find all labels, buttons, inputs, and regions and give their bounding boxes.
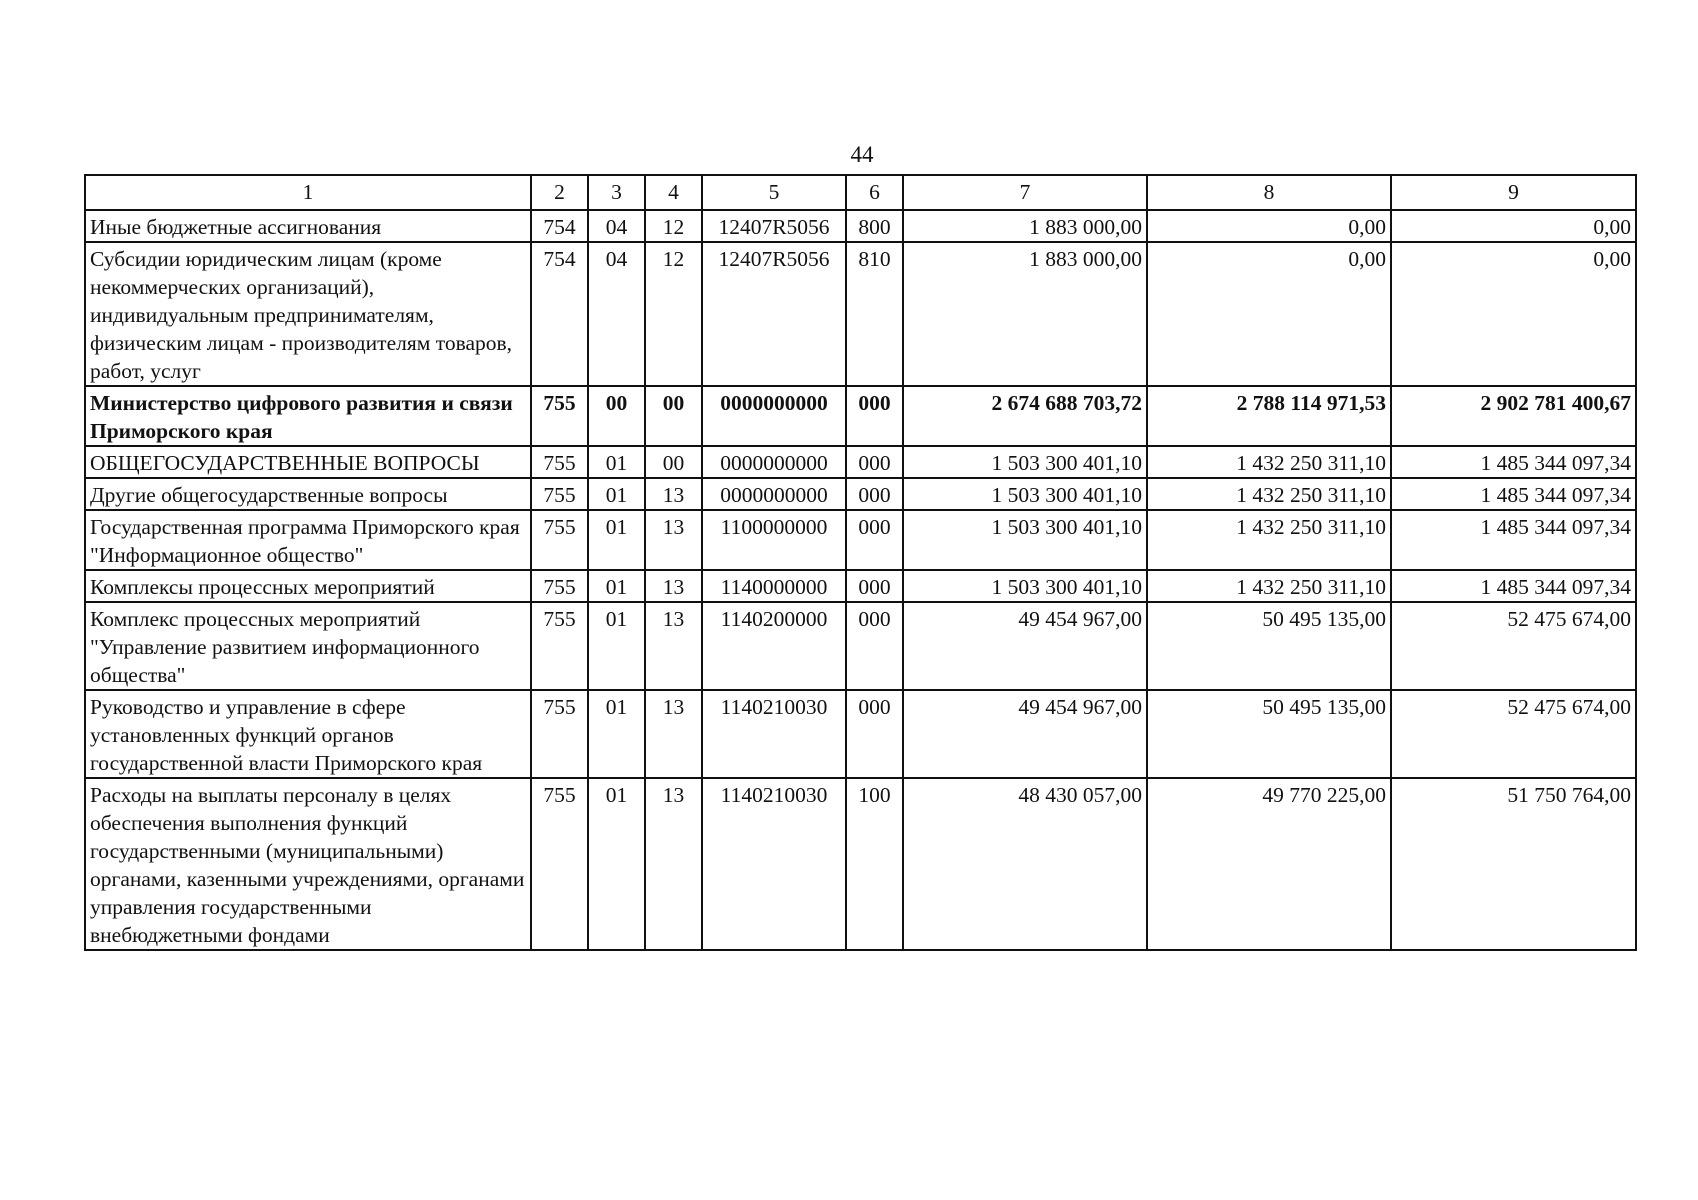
row-code-3: 01 xyxy=(588,446,645,478)
row-code-3: 04 xyxy=(588,210,645,242)
row-code-3: 01 xyxy=(588,778,645,950)
column-header-4: 4 xyxy=(645,175,702,210)
budget-table xyxy=(84,174,1637,951)
row-code-5: 0000000000 xyxy=(702,478,846,510)
row-code-4: 00 xyxy=(645,446,702,478)
row-sum-9: 52 475 674,00 xyxy=(1391,602,1636,690)
row-code-4: 12 xyxy=(645,242,702,386)
row-sum-8: 0,00 xyxy=(1147,210,1391,242)
row-sum-8: 1 432 250 311,10 xyxy=(1147,570,1391,602)
row-code-5: 1140210030 xyxy=(702,690,846,778)
table-row xyxy=(85,778,1636,950)
table-row xyxy=(85,690,1636,778)
header-row xyxy=(85,175,1636,210)
row-code-6: 000 xyxy=(846,478,903,510)
column-header-2: 2 xyxy=(531,175,588,210)
table-row xyxy=(85,570,1636,602)
row-code-5: 0000000000 xyxy=(702,386,846,446)
row-code-2: 755 xyxy=(531,602,588,690)
row-code-4: 12 xyxy=(645,210,702,242)
column-header-5: 5 xyxy=(702,175,846,210)
row-sum-7: 1 883 000,00 xyxy=(903,242,1147,386)
row-code-5: 1140200000 xyxy=(702,602,846,690)
row-code-2: 754 xyxy=(531,242,588,386)
row-code-3: 01 xyxy=(588,602,645,690)
row-sum-9: 1 485 344 097,34 xyxy=(1391,478,1636,510)
column-header-3: 3 xyxy=(588,175,645,210)
row-sum-7: 49 454 967,00 xyxy=(903,602,1147,690)
row-code-6: 100 xyxy=(846,778,903,950)
row-name: Расходы на выплаты персоналу в целях обеспечения выполнения функций государственными (муниципальными) органами, казенными учреждениями, органами управления государственными внебюджетными фондами xyxy=(85,778,531,950)
row-sum-9: 2 902 781 400,67 xyxy=(1391,386,1636,446)
row-sum-7: 1 883 000,00 xyxy=(903,210,1147,242)
row-name: Комплекс процессных мероприятий "Управление развитием информационного общества" xyxy=(85,602,531,690)
row-sum-9: 51 750 764,00 xyxy=(1391,778,1636,950)
row-sum-7: 49 454 967,00 xyxy=(903,690,1147,778)
row-code-6: 800 xyxy=(846,210,903,242)
row-code-6: 000 xyxy=(846,602,903,690)
row-sum-7: 1 503 300 401,10 xyxy=(903,446,1147,478)
row-name: Другие общегосударственные вопросы xyxy=(85,478,531,510)
row-code-6: 000 xyxy=(846,570,903,602)
row-name: Комплексы процессных мероприятий xyxy=(85,570,531,602)
row-code-2: 755 xyxy=(531,446,588,478)
row-sum-8: 50 495 135,00 xyxy=(1147,602,1391,690)
row-name: Государственная программа Приморского края "Информационное общество" xyxy=(85,510,531,570)
row-code-3: 01 xyxy=(588,570,645,602)
row-code-4: 13 xyxy=(645,690,702,778)
table-row xyxy=(85,210,1636,242)
row-sum-8: 2 788 114 971,53 xyxy=(1147,386,1391,446)
row-code-6: 000 xyxy=(846,690,903,778)
row-code-4: 13 xyxy=(645,510,702,570)
column-header-6: 6 xyxy=(846,175,903,210)
row-sum-7: 1 503 300 401,10 xyxy=(903,478,1147,510)
row-sum-8: 0,00 xyxy=(1147,242,1391,386)
row-code-3: 01 xyxy=(588,478,645,510)
row-code-5: 12407R5056 xyxy=(702,210,846,242)
row-code-4: 13 xyxy=(645,570,702,602)
table-row xyxy=(85,510,1636,570)
row-sum-9: 1 485 344 097,34 xyxy=(1391,446,1636,478)
table-row xyxy=(85,242,1636,386)
table-row xyxy=(85,478,1636,510)
row-name: Министерство цифрового развития и связи Приморского края xyxy=(85,386,531,446)
row-code-2: 755 xyxy=(531,778,588,950)
table-row xyxy=(85,446,1636,478)
row-code-2: 755 xyxy=(531,386,588,446)
row-code-4: 00 xyxy=(645,386,702,446)
row-code-4: 13 xyxy=(645,602,702,690)
row-code-5: 1100000000 xyxy=(702,510,846,570)
row-sum-7: 1 503 300 401,10 xyxy=(903,570,1147,602)
table-row xyxy=(85,386,1636,446)
row-code-4: 13 xyxy=(645,778,702,950)
column-header-7: 7 xyxy=(903,175,1147,210)
row-code-5: 12407R5056 xyxy=(702,242,846,386)
column-header-1: 1 xyxy=(85,175,531,210)
column-header-9: 9 xyxy=(1391,175,1636,210)
column-header-8: 8 xyxy=(1147,175,1391,210)
row-sum-8: 49 770 225,00 xyxy=(1147,778,1391,950)
row-code-3: 04 xyxy=(588,242,645,386)
row-code-2: 755 xyxy=(531,478,588,510)
row-code-6: 810 xyxy=(846,242,903,386)
row-code-5: 0000000000 xyxy=(702,446,846,478)
row-code-2: 755 xyxy=(531,570,588,602)
row-code-3: 01 xyxy=(588,690,645,778)
row-code-6: 000 xyxy=(846,446,903,478)
row-sum-7: 1 503 300 401,10 xyxy=(903,510,1147,570)
row-name: Иные бюджетные ассигнования xyxy=(85,210,531,242)
row-code-6: 000 xyxy=(846,510,903,570)
table-row xyxy=(85,602,1636,690)
row-sum-9: 1 485 344 097,34 xyxy=(1391,510,1636,570)
row-code-5: 1140000000 xyxy=(702,570,846,602)
row-sum-9: 1 485 344 097,34 xyxy=(1391,570,1636,602)
row-code-4: 13 xyxy=(645,478,702,510)
row-code-2: 755 xyxy=(531,690,588,778)
row-sum-8: 1 432 250 311,10 xyxy=(1147,446,1391,478)
row-sum-8: 50 495 135,00 xyxy=(1147,690,1391,778)
row-sum-9: 0,00 xyxy=(1391,210,1636,242)
row-code-2: 754 xyxy=(531,210,588,242)
row-code-2: 755 xyxy=(531,510,588,570)
row-name: Руководство и управление в сфере установленных функций органов государственной власти Приморского края xyxy=(85,690,531,778)
row-code-3: 01 xyxy=(588,510,645,570)
row-sum-7: 2 674 688 703,72 xyxy=(903,386,1147,446)
row-name: ОБЩЕГОСУДАРСТВЕННЫЕ ВОПРОСЫ xyxy=(85,446,531,478)
row-sum-7: 48 430 057,00 xyxy=(903,778,1147,950)
row-name: Субсидии юридическим лицам (кроме некоммерческих организаций), индивидуальным предпринимателям, физическим лицам - производителям товаров, работ, услуг xyxy=(85,242,531,386)
row-sum-9: 0,00 xyxy=(1391,242,1636,386)
row-code-6: 000 xyxy=(846,386,903,446)
row-sum-8: 1 432 250 311,10 xyxy=(1147,478,1391,510)
row-code-5: 1140210030 xyxy=(702,778,846,950)
row-code-3: 00 xyxy=(588,386,645,446)
page-number: 44 xyxy=(850,142,874,167)
row-sum-8: 1 432 250 311,10 xyxy=(1147,510,1391,570)
row-sum-9: 52 475 674,00 xyxy=(1391,690,1636,778)
